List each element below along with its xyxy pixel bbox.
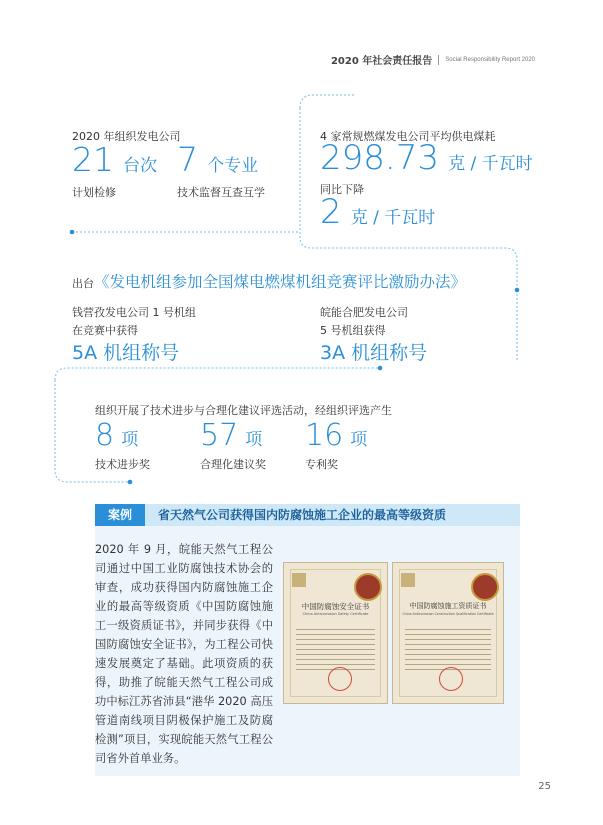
qr-code-icon xyxy=(401,573,415,587)
section4-intro: 组织开展了技术进步与合理化建议评选活动，经组织评选产生 xyxy=(95,404,392,417)
red-seal-icon xyxy=(439,667,463,691)
award-left-line2: 在竞赛中获得 xyxy=(72,324,138,337)
section1-intro: 2020 年组织发电公司 xyxy=(72,130,181,143)
stat-patents xyxy=(305,418,367,453)
certificate-safety-title: 中国防腐蚀安全证书 xyxy=(301,602,370,611)
stat-patents-number: 16 xyxy=(305,418,344,453)
coal-decrease-unit: 克 / 千瓦时 xyxy=(350,208,436,228)
stat-suggestions xyxy=(200,418,262,453)
award-right-line2: 5 号机组获得 xyxy=(320,324,386,337)
certificate-text-lines xyxy=(405,625,491,673)
coal-consumption-number: 298.73 xyxy=(320,138,439,178)
certificate-qualification-title: 中国防腐蚀施工资质证书 xyxy=(409,602,487,610)
stat-specialties-unit: 个专业 xyxy=(207,156,259,176)
certificate-qualification-subtitle: China Anticorrosion Construction Qualification Certificate xyxy=(402,612,494,616)
certificate-text-lines xyxy=(296,625,375,673)
incentive-title: 《发电机组参加全国煤电燃煤机组竞赛评比激励办法》 xyxy=(94,273,467,291)
incentive-policy xyxy=(72,270,466,292)
award-left-title: 5A 机组称号 xyxy=(72,342,180,364)
stat-overhaul-unit: 台次 xyxy=(123,156,158,176)
case-body: 2020 年 9 月，皖能天然气工程公司通过中国工业防腐蚀技术协会的审查，成功获得国内防腐蚀施工企业的最高等级资质《中国防腐蚀施工一级资质证书》，并同步获得《中国防腐蚀安全证书》，为工程公司快速发展奠定了基础。此项资质的获得，助推了皖能天然气工程公司成功中标江苏省沛县“港华 2020 高压管道南线项目阴极保护施工及防腐检测”项目，实现皖能天然气工程公司省外首单业务。 xyxy=(95,543,273,765)
qr-code-icon xyxy=(292,573,306,587)
stat-tech-progress-label: 技术进步奖 xyxy=(95,458,150,471)
coal-decrease-number: 2 xyxy=(320,192,342,232)
stat-specialties-number: 7 xyxy=(177,140,198,179)
certificate-safety-subtitle: China Anticorrosion Safety Certificate xyxy=(302,612,369,616)
award-right-title: 3A 机组称号 xyxy=(320,342,428,364)
emblem-icon xyxy=(471,573,499,601)
stat-tech-progress-unit: 项 xyxy=(121,430,139,450)
case-title: 省天然气公司获得国内防腐蚀施工企业的最高等级资质 xyxy=(158,508,447,522)
stat-suggestions-unit: 项 xyxy=(245,430,263,450)
certificate-safety xyxy=(283,562,388,704)
stat-patents-unit: 项 xyxy=(350,430,368,450)
award-left-line1: 钱营孜发电公司 1 号机组 xyxy=(72,306,196,319)
yoy-decrease-label: 同比下降 xyxy=(320,183,364,196)
stat-specialties-label: 技术监督互查互学 xyxy=(177,186,265,199)
page-number: 25 xyxy=(538,781,551,792)
emblem-icon xyxy=(354,573,382,601)
case-tag: 案例 xyxy=(95,504,145,526)
incentive-prefix: 出台 xyxy=(72,277,94,290)
stat-overhaul-label: 计划检修 xyxy=(72,186,116,199)
stat-tech-progress xyxy=(95,418,138,453)
section2-intro: 4 家常规燃煤发电公司平均供电煤耗 xyxy=(320,130,496,143)
coal-decrease xyxy=(320,192,435,232)
certificate-qualification xyxy=(392,562,504,704)
coal-consumption-unit: 克 / 千瓦时 xyxy=(448,154,533,174)
stat-patents-label: 专利奖 xyxy=(305,458,338,471)
coal-consumption xyxy=(320,138,533,178)
report-subtitle: Social Responsibility Report 2020 xyxy=(445,56,535,63)
stat-suggestions-number: 57 xyxy=(200,418,239,453)
stat-specialties xyxy=(177,140,258,179)
stat-overhaul-number: 21 xyxy=(72,140,114,179)
red-seal-icon xyxy=(328,667,352,691)
report-title: 2020 年社会责任报告 xyxy=(330,56,433,67)
stat-overhaul xyxy=(72,140,157,179)
stat-suggestions-label: 合理化建议奖 xyxy=(200,458,266,471)
stat-tech-progress-number: 8 xyxy=(95,418,115,453)
award-right-line1: 皖能合肥发电公司 xyxy=(320,306,408,319)
